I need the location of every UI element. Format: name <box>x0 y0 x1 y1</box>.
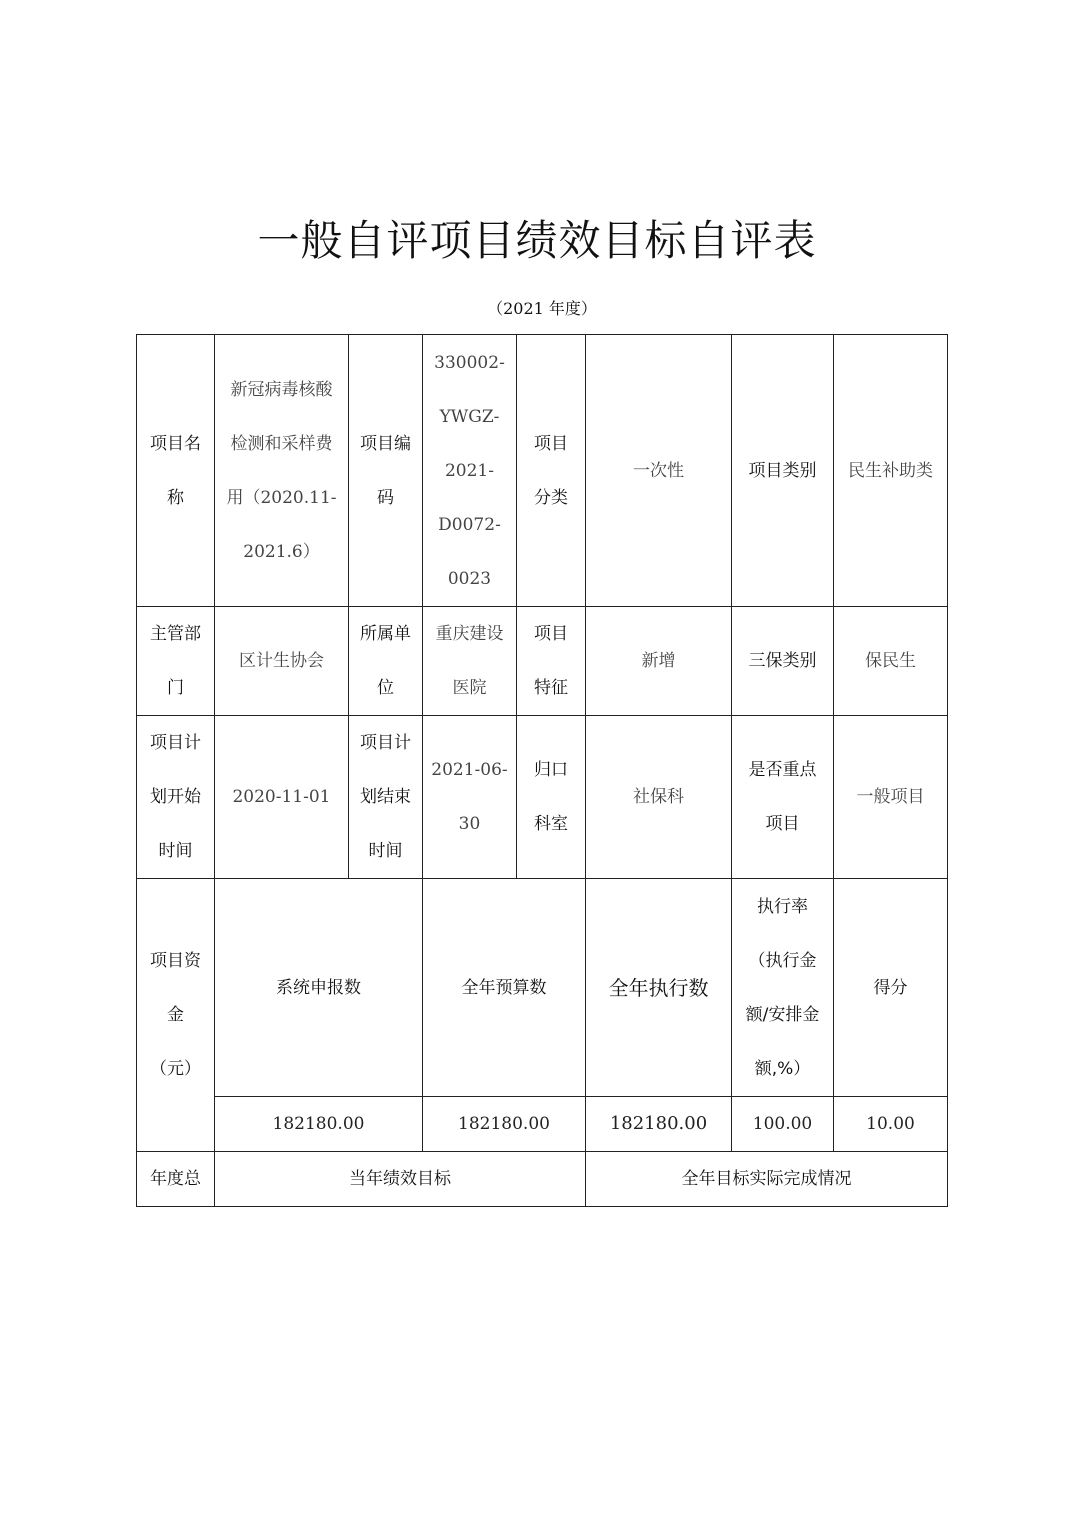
project-class-label: 项目 分类 <box>517 335 586 607</box>
score-header: 得分 <box>834 879 948 1097</box>
annual-target-header: 当年绩效目标 <box>215 1152 586 1207</box>
unit-value: 重庆建设 医院 <box>423 607 517 716</box>
table-row <box>137 1097 948 1152</box>
table-row <box>137 335 948 607</box>
end-time-label: 项目计 划结束 时间 <box>349 716 423 879</box>
sanbao-label: 三保类别 <box>732 607 834 716</box>
table-row <box>137 879 948 1097</box>
table-row <box>137 716 948 879</box>
funds-label: 项目资 金 （元） <box>137 879 215 1152</box>
project-type-label: 项目类别 <box>732 335 834 607</box>
project-name-value: 新冠病毒核酸 检测和采样费 用（2020.11- 2021.6） <box>215 335 349 607</box>
end-time-value: 2021-06- 30 <box>423 716 517 879</box>
project-type-value: 民生补助类 <box>834 335 948 607</box>
executed-amount-value: 182180.00 <box>586 1097 732 1152</box>
unit-label: 所属单 位 <box>349 607 423 716</box>
declared-amount-value: 182180.00 <box>215 1097 423 1152</box>
executed-amount-header: 全年执行数 <box>586 879 732 1097</box>
office-label: 归口 科室 <box>517 716 586 879</box>
annual-actual-header: 全年目标实际完成情况 <box>586 1152 948 1207</box>
feature-label: 项目 特征 <box>517 607 586 716</box>
key-project-value: 一般项目 <box>834 716 948 879</box>
table-row <box>137 607 948 716</box>
project-code-label: 项目编 码 <box>349 335 423 607</box>
budget-amount-value: 182180.00 <box>423 1097 586 1152</box>
sanbao-value: 保民生 <box>834 607 948 716</box>
start-time-value: 2020-11-01 <box>215 716 349 879</box>
execution-rate-header: 执行率 （执行金 额/安排金 额,%） <box>732 879 834 1097</box>
office-value: 社保科 <box>586 716 732 879</box>
annual-label: 年度总 <box>137 1152 215 1207</box>
feature-value: 新增 <box>586 607 732 716</box>
declared-amount-header: 系统申报数 <box>215 879 423 1097</box>
page-title: 一般自评项目绩效目标自评表 <box>257 216 817 265</box>
table-row <box>137 1152 948 1207</box>
project-code-value: 330002- YWGZ- 2021- D0072- 0023 <box>423 335 517 607</box>
department-value: 区计生协会 <box>215 607 349 716</box>
department-label: 主管部 门 <box>137 607 215 716</box>
project-class-value: 一次性 <box>586 335 732 607</box>
budget-amount-header: 全年预算数 <box>423 879 586 1097</box>
score-value: 10.00 <box>834 1097 948 1152</box>
start-time-label: 项目计 划开始 时间 <box>137 716 215 879</box>
execution-rate-value: 100.00 <box>732 1097 834 1152</box>
year-subtitle: （2021 年度） <box>487 299 597 318</box>
evaluation-form-table <box>136 334 948 1207</box>
key-project-label: 是否重点 项目 <box>732 716 834 879</box>
project-name-label: 项目名 称 <box>137 335 215 607</box>
